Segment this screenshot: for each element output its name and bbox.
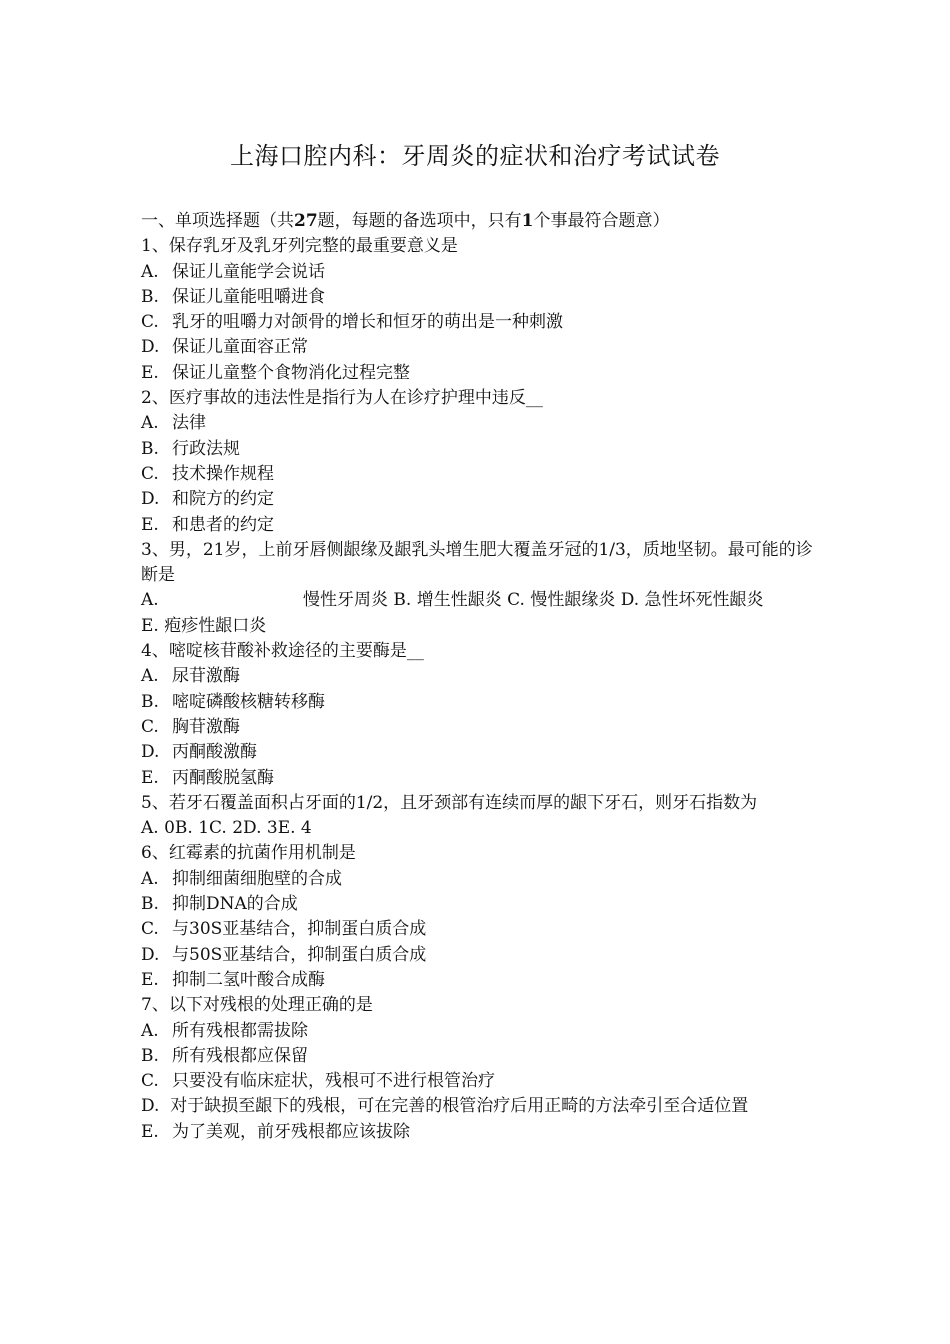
option-label: A. [141, 666, 159, 687]
option-label: E. [141, 969, 159, 990]
question-stem: 5、若牙石覆盖面积占牙面的1/2，且牙颈部有连续而厚的龈下牙石，则牙石指数为 [141, 792, 758, 813]
option-text: 保证儿童能咀嚼进食 [172, 286, 325, 307]
option-text: 法律 [172, 413, 206, 434]
question-stem: 4、嘧啶核苷酸补救途径的主要酶是__ [141, 641, 424, 662]
option-text: 和患者的约定 [172, 514, 274, 535]
section-heading-text: 个事最符合题意） [533, 211, 670, 231]
question-stem: 3、男，21岁，上前牙唇侧龈缘及龈乳头增生肥大覆盖牙冠的1/3，质地坚韧。最可能的诊断是 [141, 539, 813, 586]
option-text: 对于缺损至龈下的残根，可在完善的根管治疗后用正畸的方法牵引至合适位置 [170, 1096, 749, 1117]
option [141, 437, 813, 462]
page-title: 上海口腔内科：牙周炎的症状和治疗考试试卷 [230, 142, 720, 170]
option-label: D. [141, 742, 160, 763]
option [141, 260, 813, 285]
option-label: C. [141, 716, 159, 737]
question-stem: 7、以下对残根的处理正确的是 [141, 995, 373, 1016]
option [141, 968, 813, 993]
option [141, 1120, 813, 1145]
option [141, 462, 813, 487]
option-text: 与30S亚基结合，抑制蛋白质合成 [172, 919, 427, 940]
question-count: 27 [294, 211, 318, 231]
option [141, 943, 813, 968]
inline-options: A. 0B. 1C. 2D. 3E. 4 [141, 818, 312, 839]
option-text: 所有残根都需拔除 [172, 1020, 308, 1041]
option [141, 487, 813, 512]
inline-options [141, 588, 813, 613]
option-label: A. [141, 261, 159, 282]
option-text: 尿苷激酶 [172, 666, 240, 687]
option-label: C. [141, 463, 159, 484]
option [141, 867, 813, 892]
option [141, 917, 813, 942]
option-label: A. [141, 413, 159, 434]
option [141, 664, 813, 689]
option-text: 技术操作规程 [172, 463, 274, 484]
option [141, 715, 813, 740]
option [141, 310, 813, 335]
option-label: B. [141, 894, 159, 915]
option-label: E. [141, 514, 159, 535]
option-text: 慢性牙周炎 B. 增生性龈炎 C. 慢性龈缘炎 D. 急性坏死性龈炎 [303, 590, 764, 611]
question-stem: 1、保存乳牙及乳牙列完整的最重要意义是 [141, 236, 458, 257]
option [141, 892, 813, 917]
option-text: 与50S亚基结合，抑制蛋白质合成 [172, 944, 427, 965]
option-text: 胸苷激酶 [172, 716, 240, 737]
answer-count: 1 [521, 211, 534, 231]
option-text: 只要没有临床症状，残根可不进行根管治疗 [172, 1071, 495, 1092]
option-text: 丙酮酸脱氢酶 [172, 767, 274, 788]
option-label: D. [141, 1096, 160, 1117]
option-label: D. [141, 489, 160, 510]
option [141, 1019, 813, 1044]
option-label: A. [141, 868, 159, 889]
option [141, 766, 813, 791]
option-label: D. [141, 337, 160, 358]
option-text: 嘧啶磷酸核糖转移酶 [172, 691, 325, 712]
option [141, 740, 813, 765]
option-text: 行政法规 [172, 438, 240, 459]
option [141, 1044, 813, 1069]
option-label: E. [141, 362, 159, 383]
option [141, 335, 813, 360]
option-text: 抑制细菌细胞壁的合成 [172, 868, 342, 889]
option-text: 抑制二氢叶酸合成酶 [172, 969, 325, 990]
option-label: A. [141, 1020, 159, 1041]
option [141, 1094, 813, 1119]
option [141, 285, 813, 310]
option [141, 1069, 813, 1094]
option-label: C. [141, 919, 159, 940]
option-text: 所有残根都应保留 [172, 1045, 308, 1066]
option-text: 保证儿童能学会说话 [172, 261, 325, 282]
section-heading-text: 一、单项选择题（共 [141, 211, 294, 231]
option [141, 690, 813, 715]
option-label: B. [141, 691, 159, 712]
option [141, 411, 813, 436]
option-label: C. [141, 312, 159, 333]
option [141, 513, 813, 538]
question-list [141, 209, 813, 1145]
option-text: 为了美观，前牙残根都应该拔除 [172, 1121, 410, 1142]
option [141, 361, 813, 386]
question-stem: 2、医疗事故的违法性是指行为人在诊疗护理中违反__ [141, 388, 543, 409]
option-text: 保证儿童整个食物消化过程完整 [172, 362, 410, 383]
option-label: D. [141, 944, 160, 965]
option-text: 丙酮酸激酶 [172, 742, 257, 763]
section-heading-text: 题，每题的备选项中，只有 [317, 211, 522, 231]
option-label: C. [141, 1071, 159, 1092]
option-label: B. [141, 438, 159, 459]
section-heading [141, 209, 813, 234]
option-label: E. [141, 767, 159, 788]
option-text: 保证儿童面容正常 [172, 337, 308, 358]
question-stem: 6、红霉素的抗菌作用机制是 [141, 843, 356, 864]
option-text: 乳牙的咀嚼力对颌骨的增长和恒牙的萌出是一种刺激 [172, 312, 563, 333]
option-label: B. [141, 286, 159, 307]
inline-options: E. 疱疹性龈口炎 [141, 615, 267, 636]
option-label: A. [141, 590, 159, 611]
option-text: 和院方的约定 [172, 489, 274, 510]
option-label: E. [141, 1121, 159, 1142]
option-label: B. [141, 1045, 159, 1066]
option-text: 抑制DNA的合成 [172, 894, 298, 915]
